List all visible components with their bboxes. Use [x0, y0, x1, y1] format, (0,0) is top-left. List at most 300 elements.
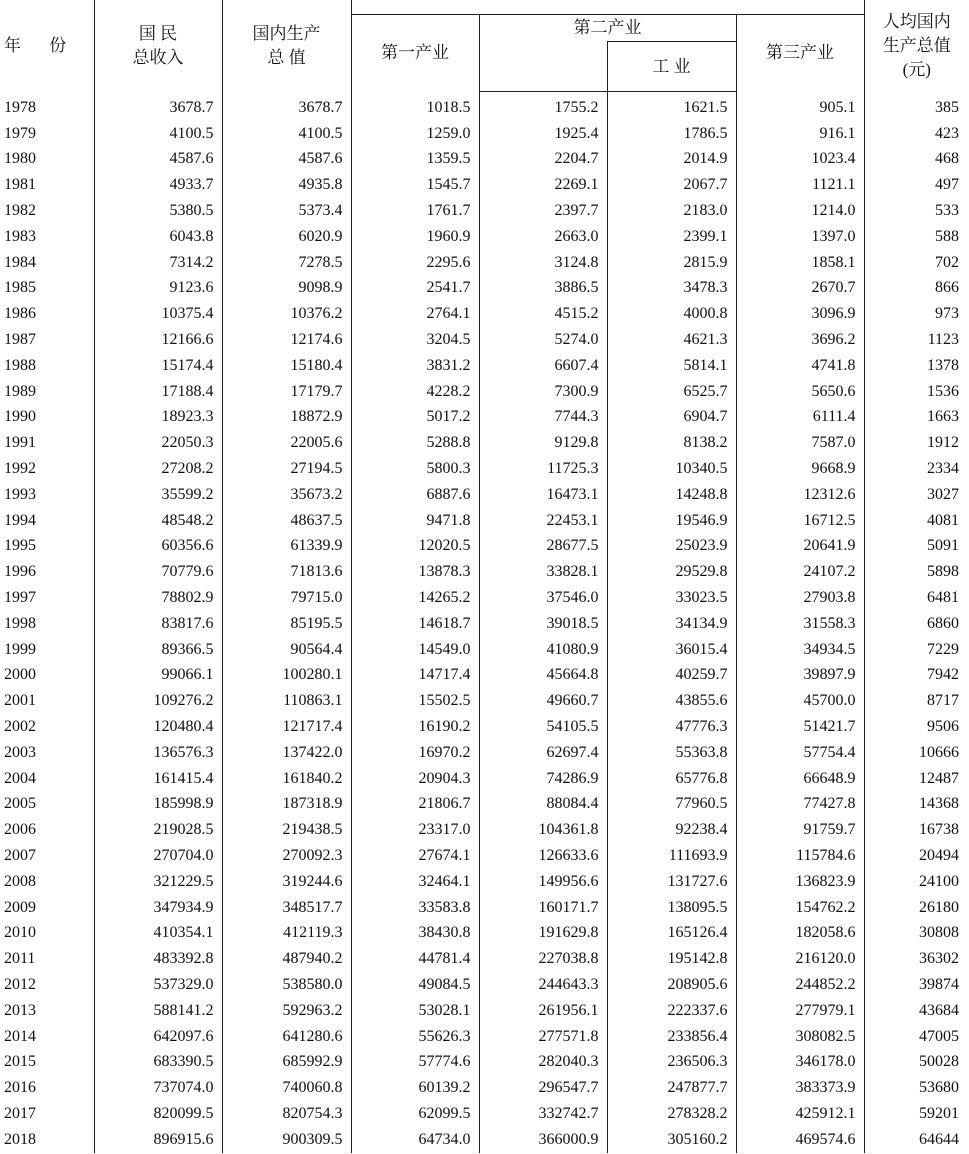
year-cell: 2013 [0, 998, 94, 1024]
primary-cell: 49084.5 [351, 972, 479, 998]
primary-cell: 9471.8 [351, 508, 479, 534]
per-capita-header-line2: 生产总值 [882, 35, 951, 55]
table-row [0, 998, 969, 1024]
gdp-cell: 12174.6 [222, 327, 351, 353]
industry-cell: 2399.1 [607, 224, 736, 250]
table-row [0, 559, 969, 585]
gni-cell: 136576.3 [94, 740, 222, 766]
primary-cell: 6887.6 [351, 482, 479, 508]
industry-cell: 47776.3 [607, 714, 736, 740]
primary-cell: 16970.2 [351, 740, 479, 766]
gni-cell: 60356.6 [94, 534, 222, 560]
industry-cell: 1621.5 [607, 92, 736, 121]
secondary-cell: 332742.7 [479, 1101, 607, 1127]
tertiary-cell: 346178.0 [736, 1049, 864, 1075]
year-cell: 1979 [0, 121, 94, 147]
gni-cell: 161415.4 [94, 766, 222, 792]
tertiary-cell: 6111.4 [736, 405, 864, 431]
table-row [0, 611, 969, 637]
tertiary-cell: 308082.5 [736, 1024, 864, 1050]
industry-subheader: 工 业 [607, 42, 736, 92]
industry-cell: 10340.5 [607, 456, 736, 482]
tertiary-cell: 20641.9 [736, 534, 864, 560]
per-capita-cell: 36302 [864, 946, 969, 972]
tertiary-cell: 136823.9 [736, 869, 864, 895]
year-cell: 2007 [0, 843, 94, 869]
industry-cell: 131727.6 [607, 869, 736, 895]
per-capita-cell: 1536 [864, 379, 969, 405]
gdp-cell: 85195.5 [222, 611, 351, 637]
per-capita-cell: 6481 [864, 585, 969, 611]
primary-cell: 4228.2 [351, 379, 479, 405]
gni-cell: 7314.2 [94, 250, 222, 276]
industry-cell: 4000.8 [607, 301, 736, 327]
primary-cell: 2764.1 [351, 301, 479, 327]
gdp-cell: 27194.5 [222, 456, 351, 482]
year-cell: 1987 [0, 327, 94, 353]
table-row [0, 688, 969, 714]
gdp-cell: 7278.5 [222, 250, 351, 276]
per-capita-cell: 1123 [864, 327, 969, 353]
gdp-cell: 100280.1 [222, 663, 351, 689]
gni-cell: 820099.5 [94, 1101, 222, 1127]
gni-header [94, 0, 222, 92]
gni-cell: 219028.5 [94, 817, 222, 843]
secondary-cell: 88084.4 [479, 792, 607, 818]
per-capita-cell: 47005 [864, 1024, 969, 1050]
gni-cell: 15174.4 [94, 353, 222, 379]
per-capita-cell: 16738 [864, 817, 969, 843]
industry-cell: 2183.0 [607, 198, 736, 224]
secondary-cell: 1925.4 [479, 121, 607, 147]
table-row [0, 766, 969, 792]
gni-cell: 347934.9 [94, 895, 222, 921]
year-cell: 1980 [0, 147, 94, 173]
tertiary-cell: 57754.4 [736, 740, 864, 766]
secondary-cell: 3886.5 [479, 276, 607, 302]
gdp-cell: 18872.9 [222, 405, 351, 431]
industry-cell: 65776.8 [607, 766, 736, 792]
table-row [0, 92, 969, 121]
industry-cell: 6525.7 [607, 379, 736, 405]
table-row [0, 456, 969, 482]
gni-cell: 120480.4 [94, 714, 222, 740]
table-row [0, 508, 969, 534]
table-row [0, 482, 969, 508]
gdp-header-line2: 总 值 [267, 47, 306, 67]
gdp-cell: 35673.2 [222, 482, 351, 508]
table-row [0, 946, 969, 972]
tertiary-cell: 216120.0 [736, 946, 864, 972]
gni-cell: 896915.6 [94, 1127, 222, 1153]
primary-cell: 23317.0 [351, 817, 479, 843]
per-capita-cell: 50028 [864, 1049, 969, 1075]
secondary-cell: 22453.1 [479, 508, 607, 534]
primary-cell: 2295.6 [351, 250, 479, 276]
tertiary-cell: 5650.6 [736, 379, 864, 405]
industry-cell: 4621.3 [607, 327, 736, 353]
secondary-cell: 277571.8 [479, 1024, 607, 1050]
gdp-cell: 110863.1 [222, 688, 351, 714]
gdp-cell: 61339.9 [222, 534, 351, 560]
year-cell: 1990 [0, 405, 94, 431]
year-cell: 2005 [0, 792, 94, 818]
gni-cell: 17188.4 [94, 379, 222, 405]
secondary-cell: 41080.9 [479, 637, 607, 663]
table-row [0, 379, 969, 405]
table-row [0, 430, 969, 456]
gni-cell: 9123.6 [94, 276, 222, 302]
per-capita-cell: 43684 [864, 998, 969, 1024]
year-header: 年 份 [0, 0, 94, 92]
secondary-industry-header: 第二产业 [479, 15, 736, 42]
year-cell: 2003 [0, 740, 94, 766]
secondary-cell: 2204.7 [479, 147, 607, 173]
gdp-cell: 319244.6 [222, 869, 351, 895]
table-row [0, 327, 969, 353]
per-capita-cell: 39874 [864, 972, 969, 998]
tertiary-cell: 51421.7 [736, 714, 864, 740]
table-row [0, 1049, 969, 1075]
primary-cell: 1960.9 [351, 224, 479, 250]
year-cell: 1999 [0, 637, 94, 663]
per-capita-cell: 5091 [864, 534, 969, 560]
primary-cell: 1359.5 [351, 147, 479, 173]
industry-cell: 2815.9 [607, 250, 736, 276]
table-row [0, 843, 969, 869]
per-capita-cell: 423 [864, 121, 969, 147]
year-cell: 2015 [0, 1049, 94, 1075]
secondary-cell: 366000.9 [479, 1127, 607, 1153]
primary-cell: 14717.4 [351, 663, 479, 689]
industry-cell: 2014.9 [607, 147, 736, 173]
tertiary-cell: 3696.2 [736, 327, 864, 353]
primary-cell: 1761.7 [351, 198, 479, 224]
secondary-cell: 2663.0 [479, 224, 607, 250]
industry-cell: 5814.1 [607, 353, 736, 379]
gdp-cell: 270092.3 [222, 843, 351, 869]
industry-cell: 14248.8 [607, 482, 736, 508]
year-cell: 1986 [0, 301, 94, 327]
tertiary-cell: 115784.6 [736, 843, 864, 869]
gni-cell: 48548.2 [94, 508, 222, 534]
gni-cell: 321229.5 [94, 869, 222, 895]
secondary-cell: 5274.0 [479, 327, 607, 353]
tertiary-cell: 383373.9 [736, 1075, 864, 1101]
table-row [0, 792, 969, 818]
per-capita-cell: 24100 [864, 869, 969, 895]
table-row [0, 198, 969, 224]
primary-cell: 14549.0 [351, 637, 479, 663]
tertiary-cell: 45700.0 [736, 688, 864, 714]
year-cell: 2001 [0, 688, 94, 714]
gni-cell: 89366.5 [94, 637, 222, 663]
primary-cell: 5017.2 [351, 405, 479, 431]
tertiary-cell: 1397.0 [736, 224, 864, 250]
secondary-cell: 6607.4 [479, 353, 607, 379]
secondary-cell: 37546.0 [479, 585, 607, 611]
gdp-cell: 820754.3 [222, 1101, 351, 1127]
gdp-cell: 641280.6 [222, 1024, 351, 1050]
year-cell: 2000 [0, 663, 94, 689]
per-capita-cell: 53680 [864, 1075, 969, 1101]
secondary-cell: 296547.7 [479, 1075, 607, 1101]
per-capita-cell: 7229 [864, 637, 969, 663]
gdp-cell: 121717.4 [222, 714, 351, 740]
tertiary-cell: 182058.6 [736, 921, 864, 947]
gdp-cell: 15180.4 [222, 353, 351, 379]
tertiary-cell: 77427.8 [736, 792, 864, 818]
year-cell: 1997 [0, 585, 94, 611]
year-cell: 2011 [0, 946, 94, 972]
year-cell: 1991 [0, 430, 94, 456]
gdp-cell: 22005.6 [222, 430, 351, 456]
tertiary-cell: 244852.2 [736, 972, 864, 998]
gni-cell: 270704.0 [94, 843, 222, 869]
gni-cell: 83817.6 [94, 611, 222, 637]
gdp-cell: 219438.5 [222, 817, 351, 843]
industry-cell: 19546.9 [607, 508, 736, 534]
secondary-cell: 160171.7 [479, 895, 607, 921]
gdp-cell: 538580.0 [222, 972, 351, 998]
secondary-cell: 7300.9 [479, 379, 607, 405]
table-row [0, 585, 969, 611]
table-row [0, 224, 969, 250]
secondary-cell: 149956.6 [479, 869, 607, 895]
gni-cell: 537329.0 [94, 972, 222, 998]
primary-cell: 62099.5 [351, 1101, 479, 1127]
primary-cell: 53028.1 [351, 998, 479, 1024]
secondary-cell: 16473.1 [479, 482, 607, 508]
per-capita-cell: 973 [864, 301, 969, 327]
gdp-cell: 6020.9 [222, 224, 351, 250]
industry-cell: 222337.6 [607, 998, 736, 1024]
per-capita-header [864, 0, 969, 92]
gni-cell: 35599.2 [94, 482, 222, 508]
per-capita-cell: 64644 [864, 1127, 969, 1153]
gdp-cell: 4100.5 [222, 121, 351, 147]
year-cell: 2009 [0, 895, 94, 921]
gdp-cell: 5373.4 [222, 198, 351, 224]
tertiary-industry-header: 第三产业 [736, 15, 864, 92]
industry-cell: 36015.4 [607, 637, 736, 663]
year-cell: 2018 [0, 1127, 94, 1153]
table-row [0, 1024, 969, 1050]
gni-cell: 10375.4 [94, 301, 222, 327]
year-cell: 1994 [0, 508, 94, 534]
gni-cell: 4100.5 [94, 121, 222, 147]
table-row [0, 740, 969, 766]
gdp-cell: 900309.5 [222, 1127, 351, 1153]
secondary-blank-cell [479, 42, 607, 92]
gni-cell: 6043.8 [94, 224, 222, 250]
table-row [0, 250, 969, 276]
gni-cell: 185998.9 [94, 792, 222, 818]
table-row [0, 301, 969, 327]
secondary-cell: 227038.8 [479, 946, 607, 972]
per-capita-cell: 1663 [864, 405, 969, 431]
industry-cell: 278328.2 [607, 1101, 736, 1127]
industry-cell: 25023.9 [607, 534, 736, 560]
primary-cell: 21806.7 [351, 792, 479, 818]
secondary-cell: 54105.5 [479, 714, 607, 740]
secondary-cell: 62697.4 [479, 740, 607, 766]
per-capita-cell: 588 [864, 224, 969, 250]
primary-cell: 14618.7 [351, 611, 479, 637]
tertiary-cell: 425912.1 [736, 1101, 864, 1127]
sector-group-header [351, 0, 864, 15]
tertiary-cell: 277979.1 [736, 998, 864, 1024]
year-cell: 2002 [0, 714, 94, 740]
gdp-cell: 740060.8 [222, 1075, 351, 1101]
per-capita-cell: 2334 [864, 456, 969, 482]
per-capita-cell: 4081 [864, 508, 969, 534]
year-cell: 2017 [0, 1101, 94, 1127]
primary-cell: 44781.4 [351, 946, 479, 972]
tertiary-cell: 66648.9 [736, 766, 864, 792]
per-capita-cell: 30808 [864, 921, 969, 947]
industry-cell: 55363.8 [607, 740, 736, 766]
table-header [0, 0, 969, 92]
tertiary-cell: 39897.9 [736, 663, 864, 689]
gdp-cell: 4935.8 [222, 172, 351, 198]
per-capita-header-line1: 人均国内 [882, 11, 951, 31]
table-row [0, 663, 969, 689]
year-cell: 1998 [0, 611, 94, 637]
gdp-header-line1: 国内生产 [252, 23, 321, 43]
gdp-cell: 412119.3 [222, 921, 351, 947]
gni-cell: 70779.6 [94, 559, 222, 585]
primary-cell: 5288.8 [351, 430, 479, 456]
secondary-cell: 191629.8 [479, 921, 607, 947]
gni-cell: 483392.8 [94, 946, 222, 972]
industry-cell: 40259.7 [607, 663, 736, 689]
secondary-cell: 39018.5 [479, 611, 607, 637]
industry-cell: 29529.8 [607, 559, 736, 585]
per-capita-cell: 533 [864, 198, 969, 224]
secondary-cell: 104361.8 [479, 817, 607, 843]
tertiary-cell: 24107.2 [736, 559, 864, 585]
tertiary-cell: 3096.9 [736, 301, 864, 327]
primary-cell: 3831.2 [351, 353, 479, 379]
per-capita-cell: 385 [864, 92, 969, 121]
gni-cell: 4933.7 [94, 172, 222, 198]
secondary-cell: 3124.8 [479, 250, 607, 276]
industry-cell: 195142.8 [607, 946, 736, 972]
primary-cell: 1018.5 [351, 92, 479, 121]
year-cell: 1984 [0, 250, 94, 276]
per-capita-cell: 497 [864, 172, 969, 198]
per-capita-cell: 20494 [864, 843, 969, 869]
year-cell: 1995 [0, 534, 94, 560]
secondary-cell: 261956.1 [479, 998, 607, 1024]
year-cell: 2016 [0, 1075, 94, 1101]
industry-cell: 77960.5 [607, 792, 736, 818]
gni-cell: 27208.2 [94, 456, 222, 482]
primary-cell: 2541.7 [351, 276, 479, 302]
table-row [0, 276, 969, 302]
gni-cell: 737074.0 [94, 1075, 222, 1101]
tertiary-cell: 7587.0 [736, 430, 864, 456]
primary-cell: 13878.3 [351, 559, 479, 585]
industry-cell: 43855.6 [607, 688, 736, 714]
gdp-cell: 3678.7 [222, 92, 351, 121]
secondary-cell: 4515.2 [479, 301, 607, 327]
per-capita-cell: 866 [864, 276, 969, 302]
secondary-cell: 33828.1 [479, 559, 607, 585]
tertiary-cell: 12312.6 [736, 482, 864, 508]
primary-cell: 15502.5 [351, 688, 479, 714]
gdp-cell: 17179.7 [222, 379, 351, 405]
tertiary-cell: 16712.5 [736, 508, 864, 534]
secondary-cell: 282040.3 [479, 1049, 607, 1075]
year-cell: 2008 [0, 869, 94, 895]
primary-cell: 3204.5 [351, 327, 479, 353]
per-capita-cell: 7942 [864, 663, 969, 689]
per-capita-cell: 14368 [864, 792, 969, 818]
primary-cell: 57774.6 [351, 1049, 479, 1075]
industry-cell: 3478.3 [607, 276, 736, 302]
gni-cell: 109276.2 [94, 688, 222, 714]
table-row [0, 405, 969, 431]
gdp-cell: 487940.2 [222, 946, 351, 972]
tertiary-cell: 1023.4 [736, 147, 864, 173]
gdp-cell: 10376.2 [222, 301, 351, 327]
industry-cell: 111693.9 [607, 843, 736, 869]
industry-cell: 208905.6 [607, 972, 736, 998]
primary-cell: 32464.1 [351, 869, 479, 895]
tertiary-cell: 916.1 [736, 121, 864, 147]
tertiary-cell: 905.1 [736, 92, 864, 121]
gni-cell: 642097.6 [94, 1024, 222, 1050]
industry-cell: 34134.9 [607, 611, 736, 637]
industry-cell: 247877.7 [607, 1075, 736, 1101]
tertiary-cell: 154762.2 [736, 895, 864, 921]
gni-cell: 588141.2 [94, 998, 222, 1024]
per-capita-cell: 468 [864, 147, 969, 173]
table-row [0, 147, 969, 173]
secondary-cell: 2397.7 [479, 198, 607, 224]
gdp-cell: 4587.6 [222, 147, 351, 173]
table-row [0, 637, 969, 663]
tertiary-cell: 469574.6 [736, 1127, 864, 1153]
gdp-cell: 9098.9 [222, 276, 351, 302]
per-capita-cell: 1378 [864, 353, 969, 379]
primary-industry-header: 第一产业 [351, 15, 479, 92]
table-row [0, 1101, 969, 1127]
per-capita-cell: 59201 [864, 1101, 969, 1127]
year-cell: 1988 [0, 353, 94, 379]
year-cell: 1989 [0, 379, 94, 405]
per-capita-cell: 8717 [864, 688, 969, 714]
table-row [0, 817, 969, 843]
secondary-cell: 2269.1 [479, 172, 607, 198]
gdp-cell: 48637.5 [222, 508, 351, 534]
primary-cell: 38430.8 [351, 921, 479, 947]
tertiary-cell: 91759.7 [736, 817, 864, 843]
year-cell: 1983 [0, 224, 94, 250]
per-capita-cell: 10666 [864, 740, 969, 766]
secondary-cell: 9129.8 [479, 430, 607, 456]
primary-cell: 55626.3 [351, 1024, 479, 1050]
gni-cell: 5380.5 [94, 198, 222, 224]
industry-cell: 236506.3 [607, 1049, 736, 1075]
primary-cell: 1545.7 [351, 172, 479, 198]
industry-cell: 6904.7 [607, 405, 736, 431]
industry-cell: 2067.7 [607, 172, 736, 198]
industry-cell: 92238.4 [607, 817, 736, 843]
year-cell: 1978 [0, 92, 94, 121]
